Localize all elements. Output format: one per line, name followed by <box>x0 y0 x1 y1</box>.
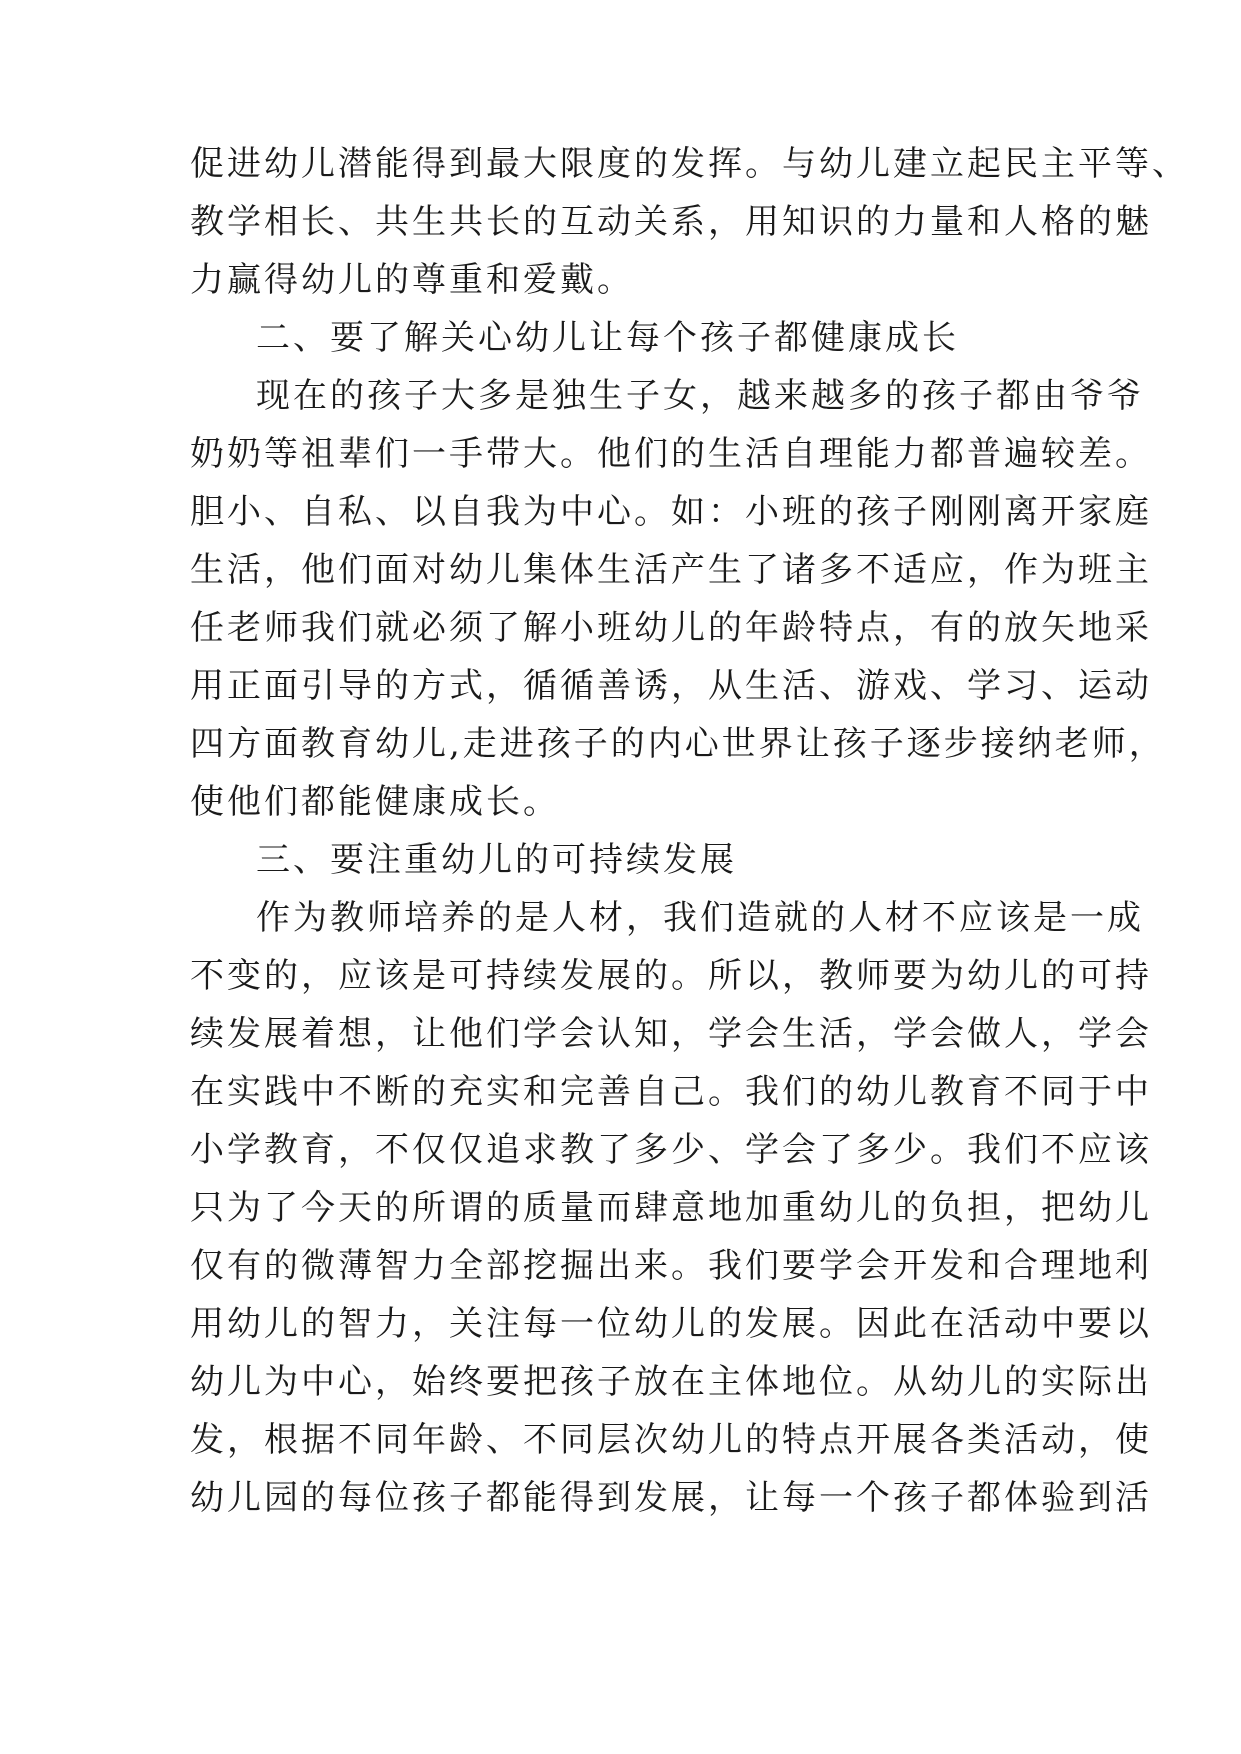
text-line: 仅有的微薄智力全部挖掘出来。我们要学会开发和合理地利 <box>190 1246 1152 1286</box>
section-heading: 二、要了解关心幼儿让每个孩子都健康成长 <box>256 318 959 358</box>
text-line: 使他们都能健康成长。 <box>190 782 560 822</box>
text-line: 四方面教育幼儿,走进孩子的内心世界让孩子逐步接纳老师， <box>190 724 1166 764</box>
text-line: 奶奶等祖辈们一手带大。他们的生活自理能力都普遍较差。 <box>190 434 1152 474</box>
text-line: 只为了今天的所谓的质量而肆意地加重幼儿的负担，把幼儿 <box>190 1188 1152 1228</box>
text-line: 任老师我们就必须了解小班幼儿的年龄特点，有的放矢地采 <box>190 608 1152 648</box>
section-heading: 三、要注重幼儿的可持续发展 <box>256 840 737 880</box>
paragraph-first-line: 现在的孩子大多是独生子女，越来越多的孩子都由爷爷 <box>256 376 1144 416</box>
text-line: 用幼儿的智力，关注每一位幼儿的发展。因此在活动中要以 <box>190 1304 1152 1344</box>
text-line: 生活，他们面对幼儿集体生活产生了诸多不适应，作为班主 <box>190 550 1152 590</box>
text-line: 在实践中不断的充实和完善自己。我们的幼儿教育不同于中 <box>190 1072 1152 1112</box>
text-line: 发，根据不同年龄、不同层次幼儿的特点开展各类活动，使 <box>190 1420 1152 1460</box>
paragraph-first-line: 作为教师培养的是人材，我们造就的人材不应该是一成 <box>256 898 1144 938</box>
text-line: 幼儿园的每位孩子都能得到发展，让每一个孩子都体验到活 <box>190 1478 1152 1518</box>
text-line: 不变的，应该是可持续发展的。所以，教师要为幼儿的可持 <box>190 956 1152 996</box>
text-line: 续发展着想，让他们学会认知，学会生活，学会做人，学会 <box>190 1014 1152 1054</box>
text-line: 用正面引导的方式，循循善诱，从生活、游戏、学习、运动 <box>190 666 1152 706</box>
text-line: 教学相长、共生共长的互动关系，用知识的力量和人格的魅 <box>190 202 1152 242</box>
text-line: 小学教育，不仅仅追求教了多少、学会了多少。我们不应该 <box>190 1130 1152 1170</box>
text-line: 促进幼儿潜能得到最大限度的发挥。与幼儿建立起民主平等、 <box>190 144 1189 184</box>
text-line: 幼儿为中心，始终要把孩子放在主体地位。从幼儿的实际出 <box>190 1362 1152 1402</box>
text-line: 力赢得幼儿的尊重和爱戴。 <box>190 260 634 300</box>
text-line: 胆小、自私、以自我为中心。如：小班的孩子刚刚离开家庭 <box>190 492 1152 532</box>
